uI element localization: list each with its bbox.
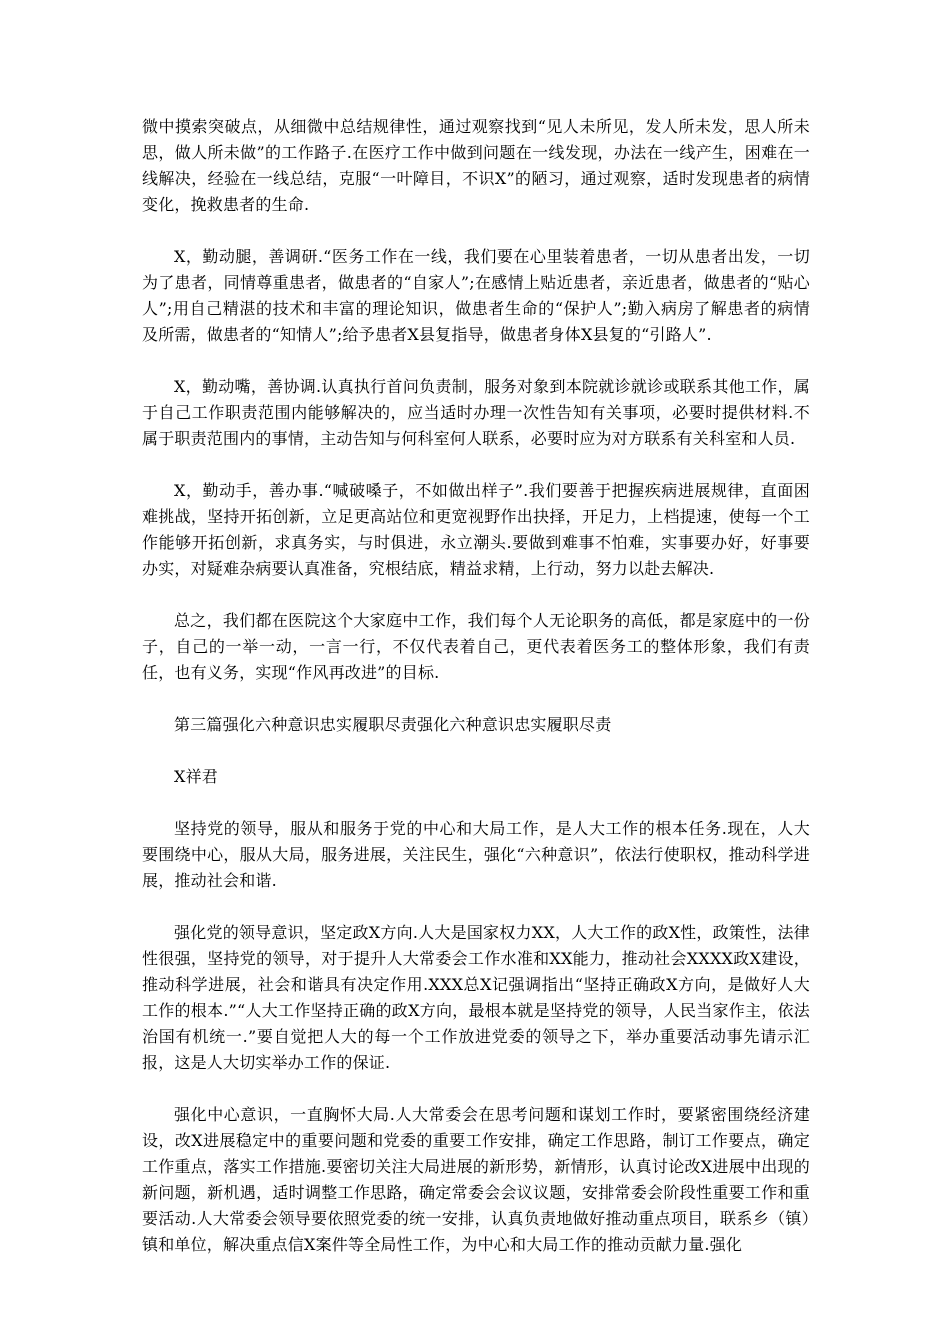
paragraph-3: X，勤动嘴，善协调.认真执行首问负责制，服务对象到本院就诊就诊或联系其他工作，属于自己工作职责范围内能够解决的，应当适时办理一次性告知有关事项，必要时提供材料.不属于职责范围内的事情，主动告知与何科室何人联系，必要时应为对方联系有关科室和人员.: [142, 377, 810, 448]
paragraph-5: 总之，我们都在医院这个大家庭中工作，我们每个人无论职务的高低，都是家庭中的一份子，自己的一举一动，一言一行，不仅代表着自己，更代表着医务工的整体形象，我们有责任，也有义务，实现“作风再改进”的目标.: [142, 611, 810, 682]
paragraph-8: 强化中心意识，一直胸怀大局.人大常委会在思考问题和谋划工作时，要紧密围绕经济建设，改X进展稳定中的重要问题和党委的重要工作安排，确定工作思路，制订工作要点，确定工作重点，落实工作措施.要密切关注大局进展的新形势，新情形，认真讨论改X进展中出现的新问题，新机遇，适时调整工作思路，确定常委会会议议题，安排常委会阶段性重要工作和重要活动.人大常委会领导要依照党委的统一安排，认真负责地做好推动重点项目，联系乡（镇）镇和单位，解决重点信X案件等全局性工作，为中心和大局工作的推动贡献力量.强化: [142, 1105, 810, 1254]
paragraph-1: 微中摸索突破点，从细微中总结规律性，通过观察找到“见人未所见，发人所未发，思人所未思，做人所未做”的工作路子.在医疗工作中做到问题在一线发现，办法在一线产生，困难在一线解决，经验在一线总结，克服“一叶障目，不识X”的陋习，通过观察，适时发现患者的病情变化，挽救患者的生命.: [142, 117, 810, 214]
section-heading: 第三篇强化六种意识忠实履职尽责强化六种意识忠实履职尽责: [174, 715, 612, 734]
paragraph-4: X，勤动手，善办事.“喊破嗓子，不如做出样子”.我们要善于把握疾病进展规律，直面困难挑战，坚持开拓创新，立足更高站位和更宽视野作出抉择，开足力，上档提速，使每一个工作能够开拓创新，求真务实，与时俱进，永立潮头.要做到难事不怕难，实事要办好，好事要办实，对疑难杂病要认真准备，究根结底，精益求精，上行动，努力以赴去解决.: [142, 481, 810, 578]
author-name: X祥君: [174, 767, 218, 786]
document-page: [142, 114, 810, 1284]
paragraph-6: 坚持党的领导，服从和服务于党的中心和大局工作，是人大工作的根本任务.现在，人大要围绕中心，服从大局，服务进展，关注民生，强化“六种意识”，依法行使职权，推动科学进展，推动社会和谐.: [142, 819, 810, 890]
paragraph-7: 强化党的领导意识，坚定政X方向.人大是国家权力XX，人大工作的政X性，政策性，法律性很强，坚持党的领导，对于提升人大常委会工作水准和XX能力，推动社会XXXX政X建设，推动科学进展，社会和谐具有决定作用.XXX总X记强调指出“坚持正确政X方向，是做好人大工作的根本.”“人大工作坚持正确的政X方向，最根本就是坚持党的领导，人民当家作主，依法治国有机统一.”要自觉把人大的每一个工作放进党委的领导之下，举办重要活动事先请示汇报，这是人大切实举办工作的保证.: [142, 923, 810, 1072]
paragraph-2: X，勤动腿，善调研.“医务工作在一线，我们要在心里装着患者，一切从患者出发，一切为了患者，同情尊重患者，做患者的“自家人”;在感情上贴近患者，亲近患者，做患者的“贴心人”;用自己精湛的技术和丰富的理论知识，做患者生命的“保护人”;勤入病房了解患者的病情及所需，做患者的“知情人”;给予患者X县复指导，做患者身体X县复的“引路人”.: [142, 247, 810, 344]
